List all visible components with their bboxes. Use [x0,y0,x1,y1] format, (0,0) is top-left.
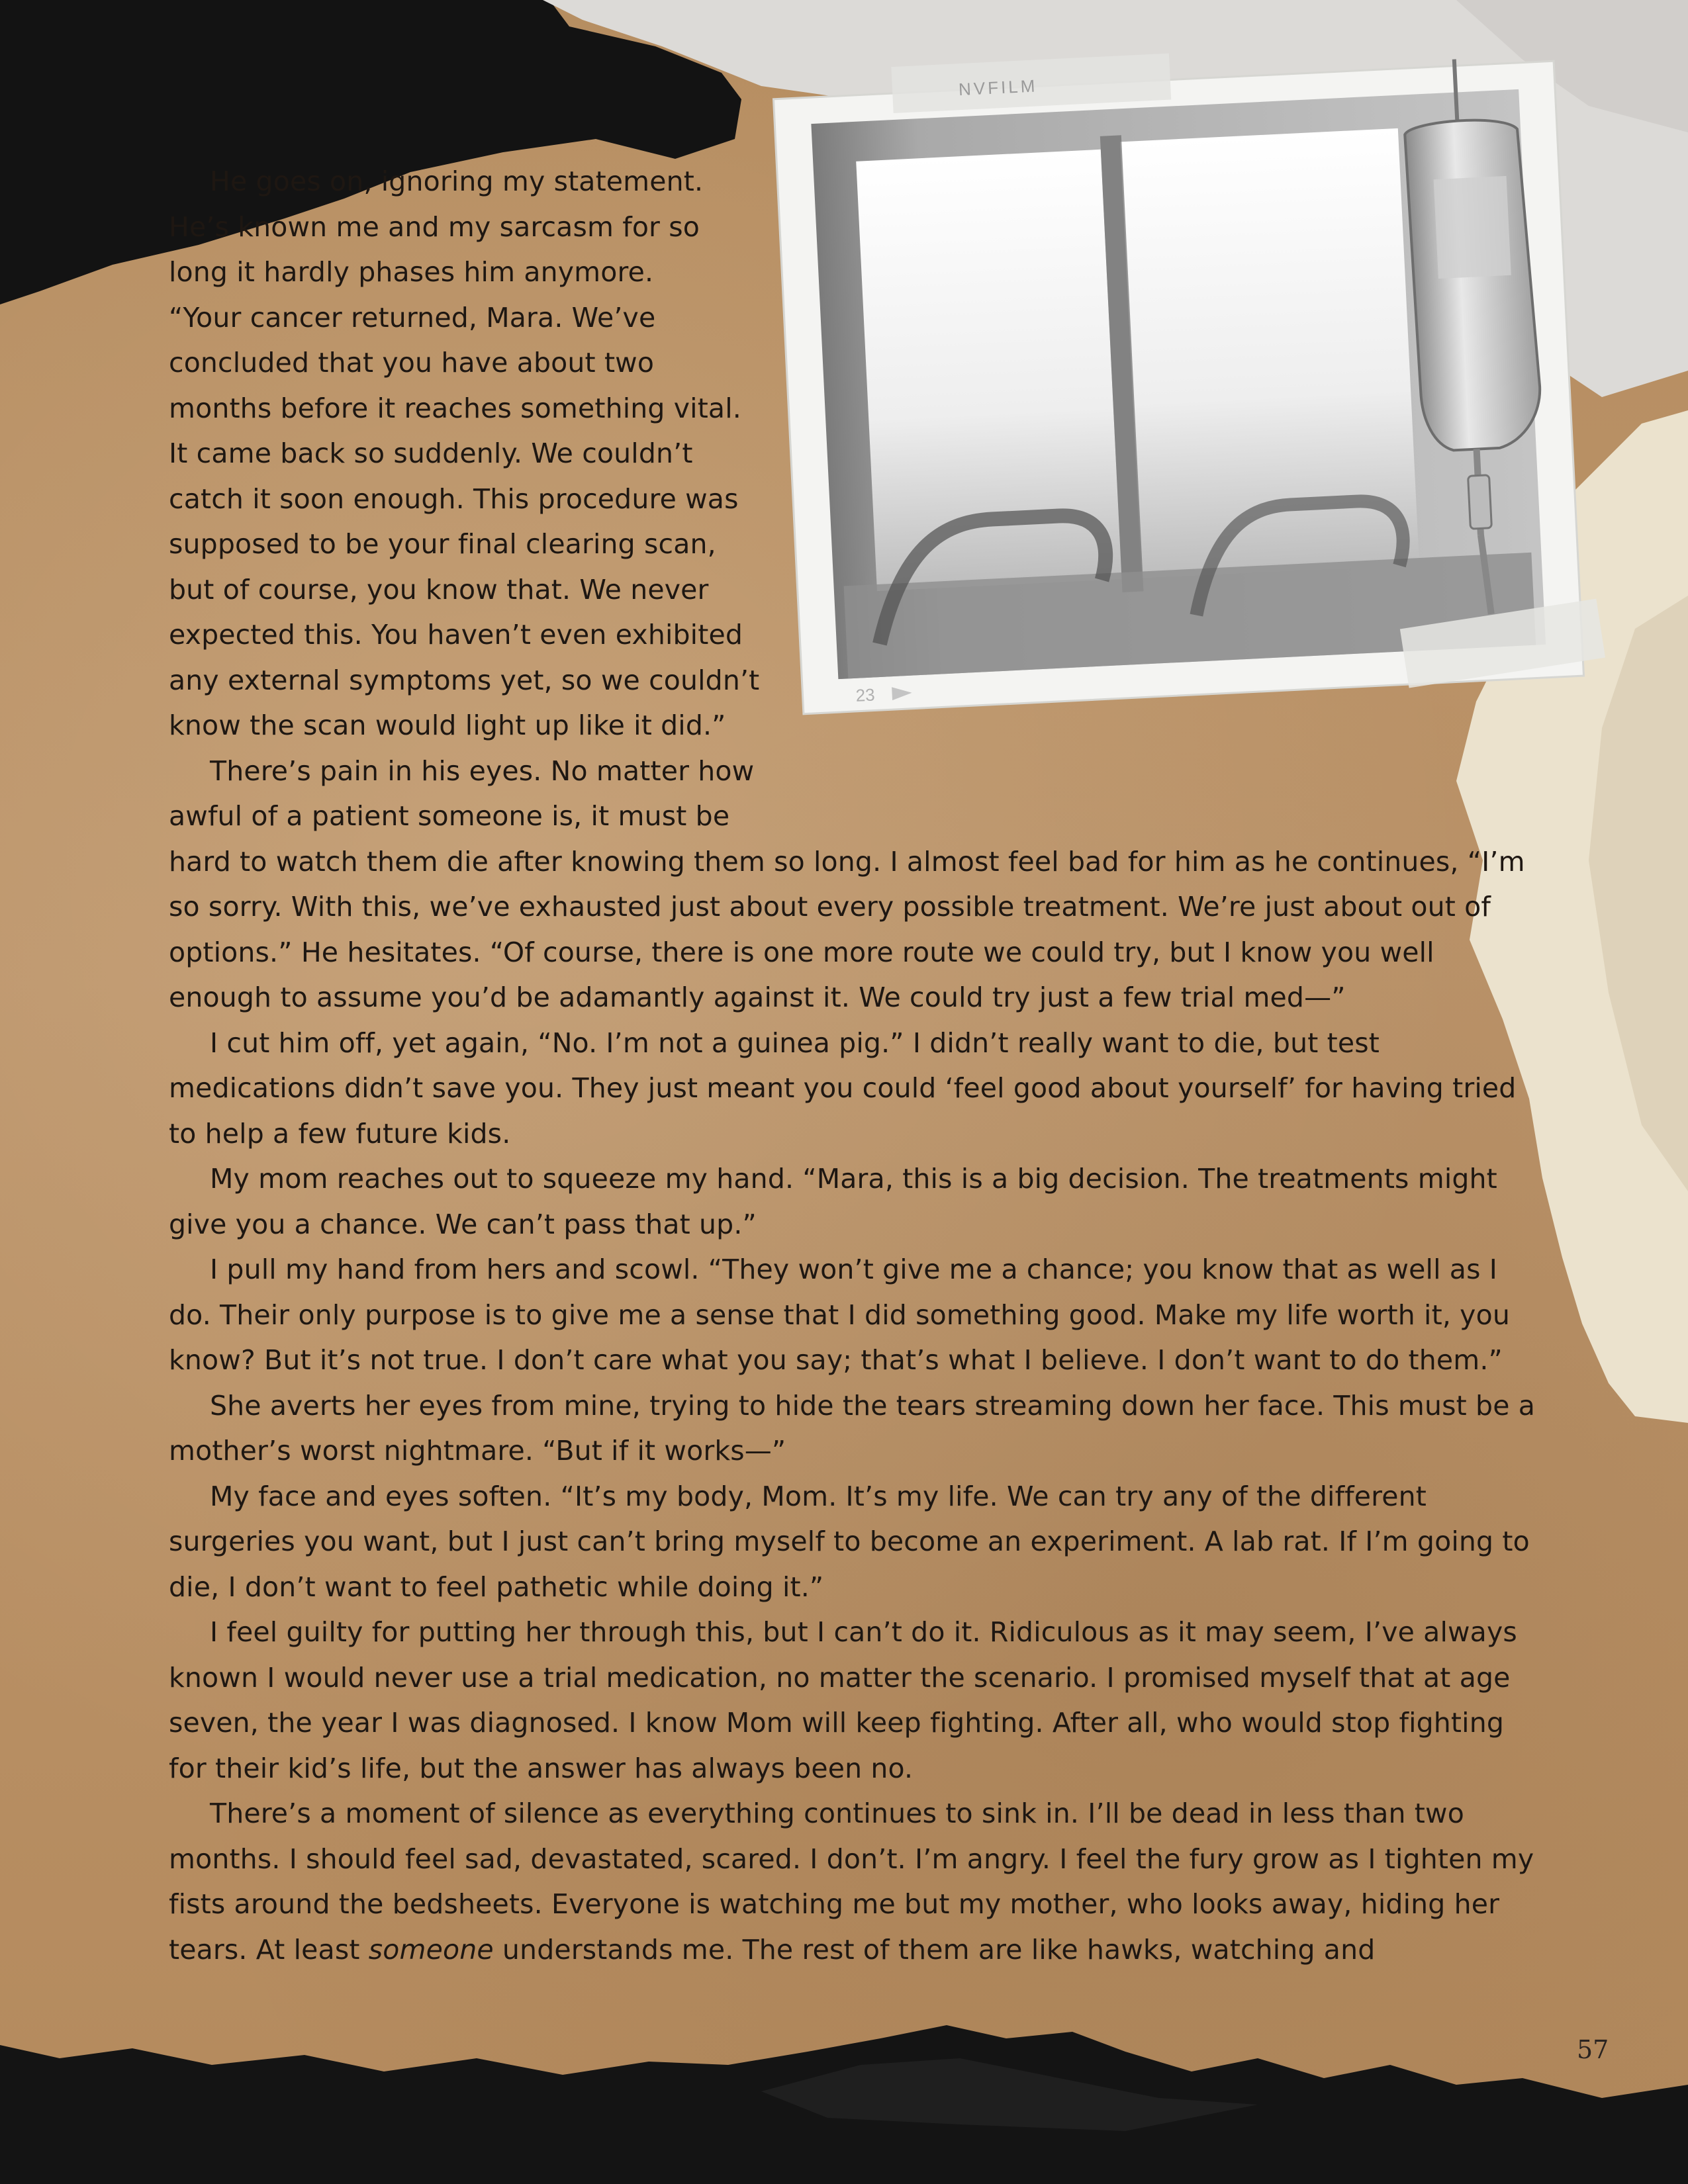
story-line: “Your cancer returned, Mara. We’ve [169,301,656,334]
story-line: He’s known me and my sarcasm for so [169,210,700,243]
story-line: catch it soon enough. This procedure was [169,482,739,515]
story-paragraph: I cut him off, yet again, “No. I’m not a guinea pig.” I didn’t really want to die, but test medications didn’t save you. They just meant you could ‘feel good about yourself’ for having tried to help a few future kids. [169,1026,1517,1150]
page-number: 57 [1577,2035,1609,2064]
photo-frame-number: 23 [855,684,876,705]
story-paragraph: I feel guilty for putting her through this, but I can’t do it. Ridiculous as it may seem, I’ve always known I would never use a trial medication, no matter the scenario. I promised myself that at age seven, the year I was diagnosed. I know Mom will keep fighting. After all, who would stop fighting for their kid’s life, but the answer has always been no. [169,1616,1517,1784]
story-text-span: There’s a moment of silence as everything continues to sink in. I’ll be dead in less than two months. I should feel sad, devastated, scared. I don’t. I’m angry. I feel the fury grow as I tighten my fists around the bedsheets. Everyone is watching me but my mother, who looks away, hiding her tears. At least [169,1797,1534,1966]
story-paragraph: She averts her eyes from mine, trying to hide the tears streaming down her face. This must be a mother’s worst nightmare. “But if it works—” [169,1389,1536,1467]
story-line: expected this. You haven’t even exhibited [169,619,743,651]
story-text [169,159,1546,1972]
story-line: It came back so suddenly. We couldn’t [169,437,693,469]
story-line: but of course, you know that. We never [169,573,709,606]
story-line: concluded that you have about two [169,347,655,379]
story-line: months before it reaches something vital. [169,392,741,424]
tape-text: NVFILM [958,75,1039,100]
story-line: know the scan would light up like it did.” [169,709,726,741]
story-line: awful of a patient someone is, it must be [169,800,730,832]
story-paragraph-last [169,1791,1546,1972]
story-text-span: understands me. The rest of them are like hawks, watching and [502,1933,1376,1966]
story-line: There’s pain in his eyes. No matter how [210,754,755,787]
story-paragraph: My mom reaches out to squeeze my hand. “Mara, this is a big decision. The treatments might give you a chance. We can’t pass that up.” [169,1163,1497,1240]
story-line: He goes on, ignoring my statement. [210,165,704,197]
story-paragraph: hard to watch them die after knowing them so long. I almost feel bad for him as he continues, “I’m so sorry. With this, we’ve exhausted just about every possible treatment. We’re just about out of options.” He hesitates. “Of course, there is one more route we could try, but I know you well enough to assume you’d be adamantly against it. We could try just a few trial med—” [169,845,1525,1013]
story-line: long it hardly phases him anymore. [169,256,654,288]
story-paragraph: My face and eyes soften. “It’s my body, Mom. It’s my life. We can try any of the different surgeries you want, but I just can’t bring myself to become an experiment. A lab rat. If I’m going to die, I don’t want to feel pathetic while doing it.” [169,1480,1530,1603]
story-paragraph: I pull my hand from hers and scowl. “They won’t give me a chance; you know that as well as I do. Their only purpose is to give me a sense that I did something good. Make my life worth it, you know? But it’s not true. I don’t care what you say; that’s what I believe. I don’t want to do them.” [169,1253,1510,1376]
story-emphasis: someone [368,1933,494,1966]
story-line: any external symptoms yet, so we couldn’t [169,664,760,696]
story-line: supposed to be your final clearing scan, [169,528,716,560]
